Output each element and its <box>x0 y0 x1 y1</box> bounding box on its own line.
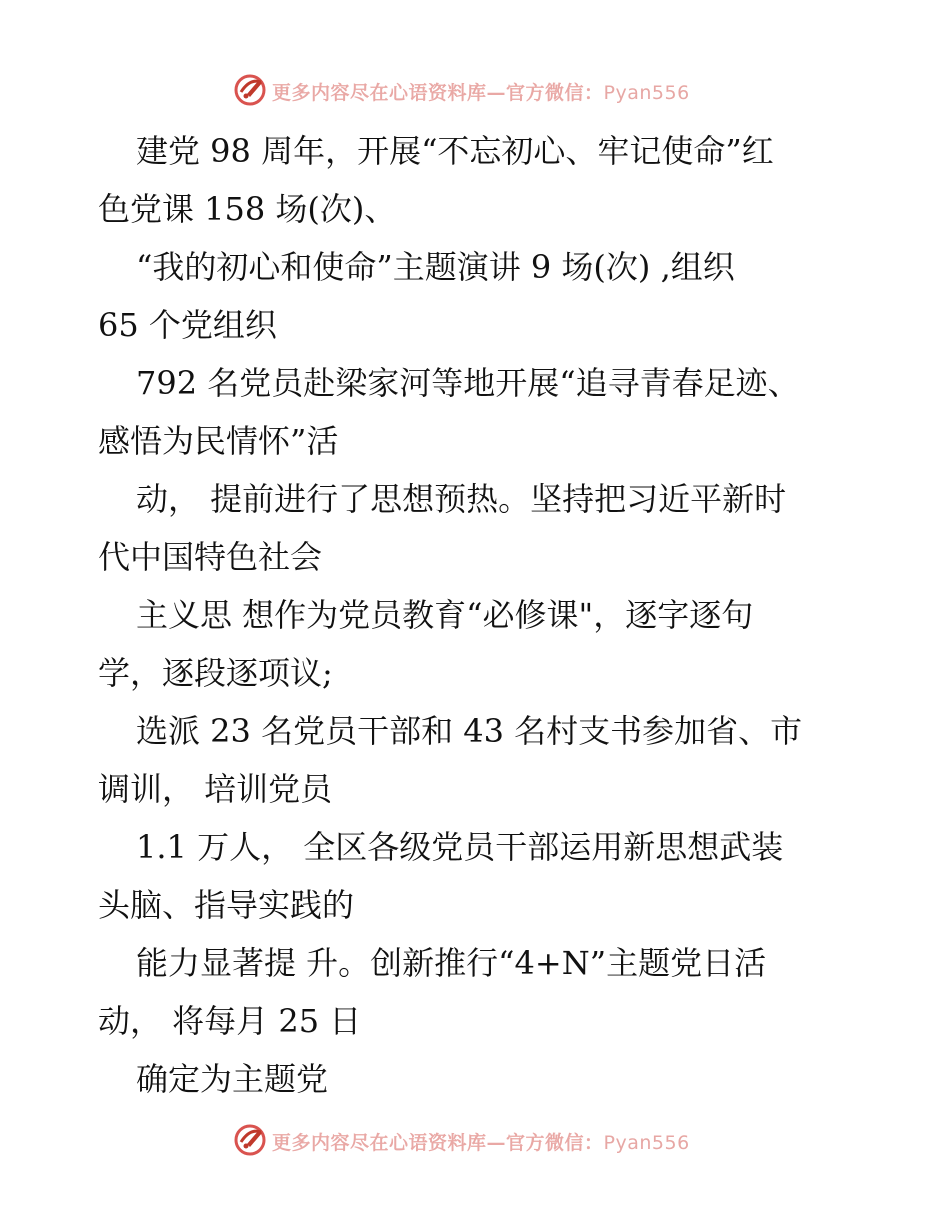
brand-logo-icon <box>233 1122 267 1156</box>
body-line: 动， 将每月 25 日 <box>98 1002 362 1040</box>
body-line: 选派 23 名党员干部和 43 名村支书参加省、市 <box>136 712 803 750</box>
body-line: 确定为主题党 <box>136 1060 329 1098</box>
document-body <box>98 122 868 1108</box>
body-line: 头脑、指导实践的 <box>98 886 355 924</box>
body-line: 主义思 想作为党员教育“必修课"，逐字逐句 <box>136 596 754 634</box>
body-line: 能力显著提 升。创新推行“4+N”主题党日活 <box>136 944 767 982</box>
body-line: 色党课 158 场(次)、 <box>98 190 397 228</box>
header-wechat-id: Pyan556 <box>603 82 690 104</box>
header-banner <box>0 70 950 110</box>
body-line: 792 名党员赴梁家河等地开展“追寻青春足迹、 <box>136 364 800 402</box>
body-line: 1.1 万人， 全区各级党员干部运用新思想武装 <box>136 828 784 866</box>
footer-banner <box>0 1120 950 1160</box>
body-line: 学，逐段逐项议; <box>98 654 333 692</box>
brand-logo-icon <box>233 72 267 106</box>
body-line: 65 个党组织 <box>98 306 277 344</box>
body-line: 感悟为民情怀”活 <box>98 422 339 460</box>
header-banner-text: 更多内容尽在心语资料库—官方微信：Pyan556 <box>272 82 690 104</box>
body-line: 建党 98 周年，开展“不忘初心、牢记使命”红 <box>136 132 774 170</box>
body-line: “我的初心和使命”主题演讲 9 场(次) ,组织 <box>136 248 735 286</box>
footer-wechat-id: Pyan556 <box>603 1132 690 1154</box>
body-line: 动， 提前进行了思想预热。坚持把习近平新时 <box>136 480 787 518</box>
body-line: 代中国特色社会 <box>98 538 323 576</box>
footer-banner-text: 更多内容尽在心语资料库—官方微信：Pyan556 <box>272 1132 690 1154</box>
body-line: 调训， 培训党员 <box>98 770 333 808</box>
